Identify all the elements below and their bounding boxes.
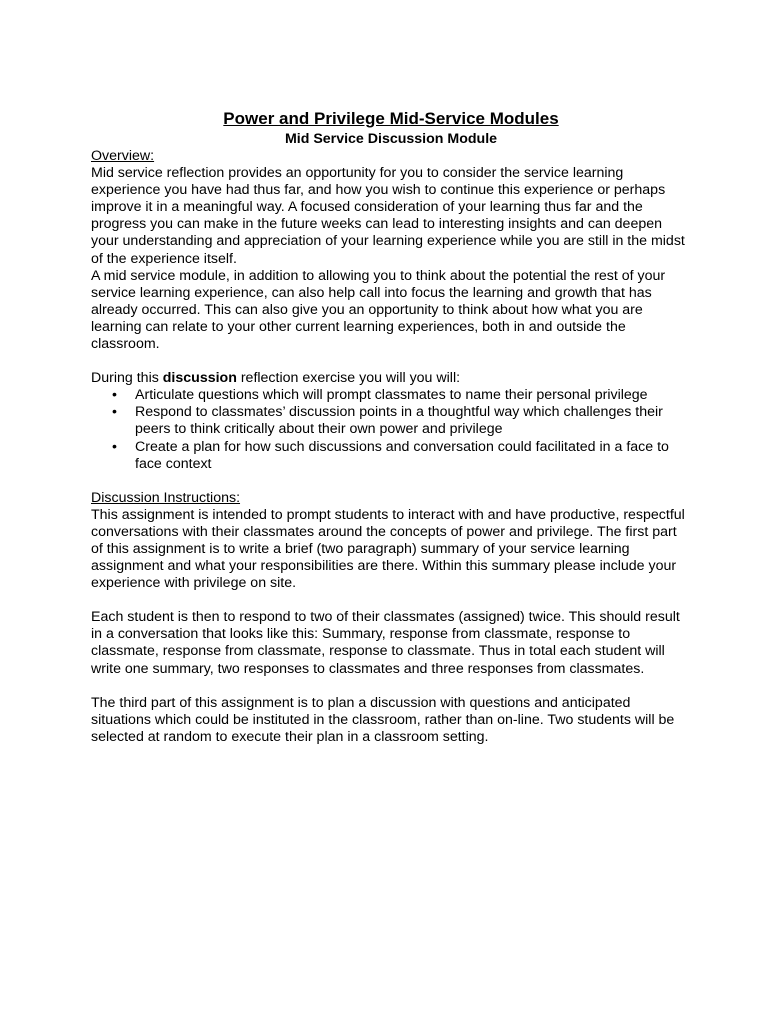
instructions-heading: Discussion Instructions: — [91, 489, 241, 506]
spacer — [91, 592, 691, 609]
document-subtitle: Mid Service Discussion Module — [284, 131, 498, 147]
instructions-paragraph-3: The third part of this assignment is to plan a discussion with questions and anticipated situations which could be instituted in the classroom, rather than on-line. Two students will be selected at random to execute their plan in a classroom setting. — [91, 694, 675, 745]
bullet-icon: • — [112, 404, 117, 421]
exercise-intro-before: During this — [91, 370, 163, 387]
bullet-icon: • — [112, 438, 117, 455]
document-page — [91, 108, 691, 746]
overview-paragraph-1: Mid service reflection provides an opportunity for you to consider the service learning experience you have had thus far, and how you wish to continue this experience or perhaps improve it in a meaningful way. A focused consideration of your learning thus far and the progress you can make in the future weeks can lead to interesting insights and can deepen your understanding and appreciation of your learning experience while you are still in the midst of the experience itself. — [91, 165, 685, 267]
instructions-paragraph-2: Each student is then to respond to two of their classmates (assigned) twice. This should result in a conversation that looks like this: Summary, response from classmate, response to classmate, response from classmate, response to classmate. Thus in total each student will write one summary, two responses to classmates and three responses from classmates. — [91, 609, 680, 677]
list-item — [91, 439, 691, 473]
list-item — [91, 387, 691, 404]
exercise-bullet-list — [91, 387, 691, 472]
bullet-text: Create a plan for how such discussions and conversation could facilitated in a face to face context — [135, 438, 669, 472]
overview-paragraph-2: A mid service module, in addition to allowing you to think about the potential the rest of your service learning experience, can also help call into focus the learning and growth that has already occurred. This can also give you an opportunity to think about how what you are learning can relate to your other current learning experiences, both in and outside the classroom. — [91, 267, 666, 353]
exercise-intro-bold: discussion — [162, 370, 237, 387]
bullet-text: Articulate questions which will prompt classmates to name their personal privilege — [135, 387, 648, 404]
overview-heading: Overview: — [91, 148, 155, 164]
spacer — [91, 473, 691, 490]
spacer — [91, 353, 691, 370]
instructions-paragraph-1: This assignment is intended to prompt students to interact with and have productive, respectful conversations with their classmates around the concepts of power and privilege. The first part of this assignment is to write a brief (two paragraph) summary of your service learning assignment and what your responsibilities are there. Within this summary please include your experience with privilege on site. — [91, 506, 685, 592]
spacer — [91, 678, 691, 695]
bullet-icon: • — [112, 387, 117, 404]
document-title: Power and Privilege Mid-Service Modules — [223, 109, 559, 128]
list-item — [91, 404, 691, 438]
bullet-text: Respond to classmates’ discussion points in a thoughtful way which challenges their peers to think critically about their own power and privilege — [135, 404, 663, 438]
exercise-intro-after: reflection exercise you will you will: — [236, 370, 461, 387]
exercise-intro — [91, 370, 691, 387]
